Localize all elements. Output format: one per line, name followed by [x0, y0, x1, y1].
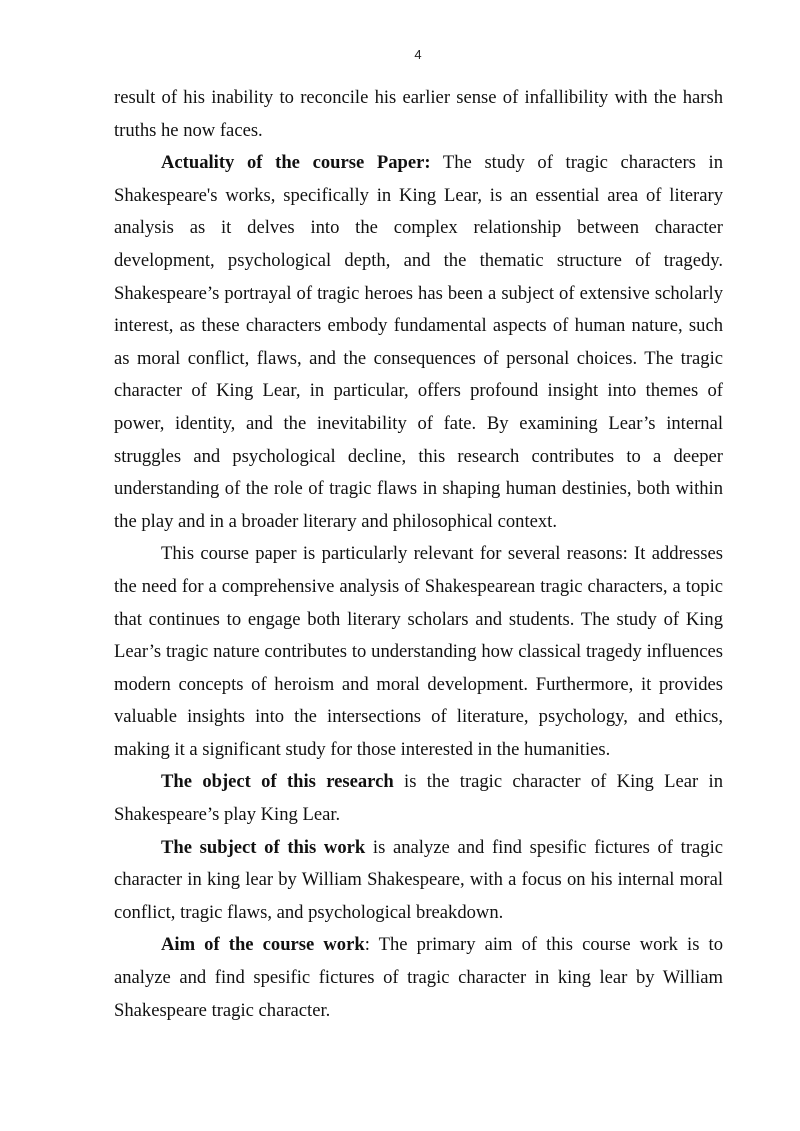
subject-heading: The subject of this work	[161, 836, 366, 858]
object-text: is the tragic character of King Lear in Shakespeare’s play King Lear.	[114, 771, 724, 826]
page-number: 4	[414, 47, 422, 62]
paragraph-aim	[114, 929, 723, 1027]
paragraph-actuality	[114, 147, 723, 538]
paragraph-object	[114, 766, 723, 831]
actuality-heading: Actuality of the course Paper:	[161, 152, 431, 174]
actuality-text: The study of tragic characters in Shakespeare's works, specifically in King Lear, is an essential area of literary analysis as it delves into the complex relationship between character development, psychological depth, and the thematic structure of tragedy. Shakespeare’s portrayal of tragic heroes has been a subject of extensive scholarly interest, as these characters embody fundamental aspects of human nature, such as moral conflict, flaws, and the consequences of personal choices. The tragic character of King Lear, in particular, offers profound insight into themes of power, identity, and the inevitability of fate. By examining Lear’s internal struggles and psychological decline, this research contributes to a deeper understanding of the role of tragic flaws in shaping human destinies, both within the play and in a broader literary and philosophical context.	[114, 152, 723, 532]
paragraph-continuation: result of his inability to reconcile his earlier sense of infallibility with the harsh truths he now faces.	[114, 87, 723, 141]
document-body	[114, 82, 723, 1027]
paragraph-subject	[114, 832, 723, 930]
paragraph-relevance: This course paper is particularly relevant for several reasons: It addresses the need for a comprehensive analysis of Shakespearean tragic characters, a topic that continues to engage both literary scholars and students. The study of King Lear’s tragic nature contributes to understanding how classical tragedy influences modern concepts of heroism and moral development. Furthermore, it provides valuable insights into the intersections of literature, psychology, and ethics, making it a significant study for those interested in the humanities.	[114, 543, 723, 760]
subject-text: is analyze and find spesific fictures of tragic character in king lear by William Shakespeare, with a focus on his internal moral conflict, tragic flaws, and psychological breakdown.	[114, 836, 723, 923]
aim-heading: Aim of the course work	[161, 934, 365, 956]
aim-text: : The primary aim of this course work is to analyze and find spesific fictures of tragic character in king lear by William Shakespeare tragic character.	[114, 934, 723, 1021]
object-heading: The object of this research	[161, 771, 394, 793]
